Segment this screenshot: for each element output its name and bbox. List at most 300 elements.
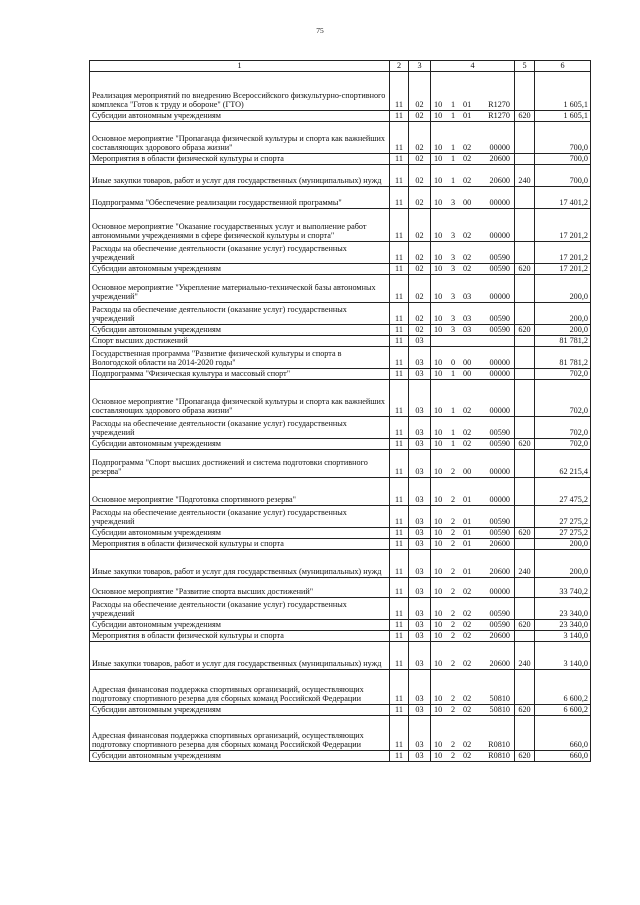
direction-code: 00000 xyxy=(489,143,510,153)
program-code: 10 xyxy=(434,325,443,335)
subsection-code-cell: 02 xyxy=(409,264,431,275)
activity-code: 02 xyxy=(463,609,472,619)
subprogram-code: 3 xyxy=(451,314,456,324)
table-row xyxy=(90,303,591,325)
section-code-cell: 11 xyxy=(390,369,409,380)
amount-cell: 27 475,2 xyxy=(535,478,591,506)
table-row xyxy=(90,506,591,528)
expense-type-cell xyxy=(515,242,535,264)
expense-type-cell: 620 xyxy=(515,705,535,716)
activity-code: 02 xyxy=(463,694,472,704)
section-code-cell: 11 xyxy=(390,242,409,264)
program-code: 10 xyxy=(434,198,443,208)
program-code: 10 xyxy=(434,495,443,505)
program-code: 10 xyxy=(434,154,443,164)
header-cell: 6 xyxy=(535,61,591,72)
expense-type-cell xyxy=(515,539,535,550)
table-row xyxy=(90,439,591,450)
direction-code: 20600 xyxy=(489,567,510,577)
row-name-cell: Мероприятия в области физической культуры и спорта xyxy=(90,631,390,642)
row-name-cell: Адресная финансовая поддержка спортивных организаций, осуществляющих подготовку спортивного резерва для сборных команд Российской Федерации xyxy=(90,670,390,705)
program-code: 10 xyxy=(434,358,443,368)
activity-code: 02 xyxy=(463,143,472,153)
subsection-code-cell: 02 xyxy=(409,303,431,325)
expense-type-cell: 620 xyxy=(515,264,535,275)
table-row xyxy=(90,264,591,275)
expense-type-cell xyxy=(515,578,535,598)
subsection-code-cell: 03 xyxy=(409,369,431,380)
target-article-cell xyxy=(431,242,515,264)
amount-cell: 700,0 xyxy=(535,122,591,154)
target-article-cell xyxy=(431,165,515,187)
table-row xyxy=(90,642,591,670)
amount-cell: 6 600,2 xyxy=(535,670,591,705)
activity-code: 02 xyxy=(463,751,472,761)
subprogram-code: 3 xyxy=(451,253,456,263)
activity-code: 01 xyxy=(463,111,472,121)
program-code: 10 xyxy=(434,231,443,241)
activity-code: 01 xyxy=(463,517,472,527)
activity-code: 02 xyxy=(463,705,472,715)
amount-cell: 702,0 xyxy=(535,380,591,417)
activity-code: 01 xyxy=(463,567,472,577)
table-row xyxy=(90,72,591,111)
subprogram-code: 1 xyxy=(451,176,456,186)
expense-type-cell xyxy=(515,154,535,165)
target-article-cell xyxy=(431,528,515,539)
header-cell: 1 xyxy=(90,61,390,72)
amount-cell: 702,0 xyxy=(535,369,591,380)
target-article-cell xyxy=(431,111,515,122)
activity-code: 02 xyxy=(463,740,472,750)
subsection-code-cell: 02 xyxy=(409,275,431,303)
target-article-cell xyxy=(431,380,515,417)
subsection-code-cell: 03 xyxy=(409,528,431,539)
target-article-cell xyxy=(431,450,515,478)
table-body xyxy=(90,72,591,762)
direction-code: 20600 xyxy=(489,659,510,669)
target-article-cell xyxy=(431,187,515,209)
program-code: 10 xyxy=(434,705,443,715)
subsection-code-cell: 03 xyxy=(409,417,431,439)
program-code: 10 xyxy=(434,292,443,302)
expense-type-cell: 240 xyxy=(515,550,535,578)
activity-code: 02 xyxy=(463,253,472,263)
section-code-cell: 11 xyxy=(390,598,409,620)
amount-cell: 33 740,2 xyxy=(535,578,591,598)
amount-cell: 27 275,2 xyxy=(535,528,591,539)
subprogram-code: 3 xyxy=(451,231,456,241)
activity-code: 00 xyxy=(463,467,472,477)
program-code: 10 xyxy=(434,467,443,477)
subsection-code-cell: 02 xyxy=(409,154,431,165)
row-name-cell: Расходы на обеспечение деятельности (оказание услуг) государственных учреждений xyxy=(90,506,390,528)
expense-type-cell: 620 xyxy=(515,620,535,631)
expense-type-cell xyxy=(515,631,535,642)
direction-code: 00590 xyxy=(489,325,510,335)
program-code: 10 xyxy=(434,428,443,438)
row-name-cell: Иные закупки товаров, работ и услуг для государственных (муниципальных) нужд xyxy=(90,550,390,578)
table-row xyxy=(90,325,591,336)
activity-code: 02 xyxy=(463,428,472,438)
target-article-cell xyxy=(431,620,515,631)
subsection-code-cell: 02 xyxy=(409,165,431,187)
expense-type-cell xyxy=(515,369,535,380)
program-code: 10 xyxy=(434,264,443,274)
amount-cell: 660,0 xyxy=(535,716,591,751)
expense-type-cell: 620 xyxy=(515,751,535,762)
subprogram-code: 2 xyxy=(451,587,456,597)
section-code-cell: 11 xyxy=(390,439,409,450)
section-code-cell: 11 xyxy=(390,417,409,439)
subprogram-code: 2 xyxy=(451,495,456,505)
activity-code: 02 xyxy=(463,631,472,641)
direction-code: 00590 xyxy=(489,314,510,324)
amount-cell: 1 605,1 xyxy=(535,72,591,111)
direction-code: 20600 xyxy=(489,176,510,186)
table-row xyxy=(90,417,591,439)
subsection-code-cell: 03 xyxy=(409,578,431,598)
expense-type-cell xyxy=(515,417,535,439)
subsection-code-cell: 02 xyxy=(409,111,431,122)
subsection-code-cell: 03 xyxy=(409,506,431,528)
section-code-cell: 11 xyxy=(390,347,409,369)
section-code-cell: 11 xyxy=(390,165,409,187)
subprogram-code: 2 xyxy=(451,467,456,477)
table-row xyxy=(90,347,591,369)
subprogram-code: 3 xyxy=(451,198,456,208)
activity-code: 01 xyxy=(463,100,472,110)
direction-code: R1270 xyxy=(488,111,510,121)
direction-code: 00590 xyxy=(489,517,510,527)
direction-code: 00590 xyxy=(489,528,510,538)
subprogram-code: 2 xyxy=(451,705,456,715)
direction-code: 20600 xyxy=(489,539,510,549)
section-code-cell: 11 xyxy=(390,751,409,762)
subprogram-code: 2 xyxy=(451,620,456,630)
section-code-cell: 11 xyxy=(390,187,409,209)
target-article-cell xyxy=(431,478,515,506)
program-code: 10 xyxy=(434,100,443,110)
program-code: 10 xyxy=(434,631,443,641)
target-article-cell xyxy=(431,264,515,275)
section-code-cell: 11 xyxy=(390,264,409,275)
expense-type-cell: 240 xyxy=(515,642,535,670)
row-name-cell: Субсидии автономным учреждениям xyxy=(90,751,390,762)
amount-cell: 200,0 xyxy=(535,275,591,303)
subprogram-code: 2 xyxy=(451,528,456,538)
subprogram-code: 2 xyxy=(451,567,456,577)
section-code-cell: 11 xyxy=(390,642,409,670)
program-code: 10 xyxy=(434,143,443,153)
program-code: 10 xyxy=(434,314,443,324)
row-name-cell: Расходы на обеспечение деятельности (оказание услуг) государственных учреждений xyxy=(90,242,390,264)
amount-cell: 17 201,2 xyxy=(535,242,591,264)
program-code: 10 xyxy=(434,659,443,669)
direction-code: R0810 xyxy=(488,751,510,761)
section-code-cell: 11 xyxy=(390,303,409,325)
subprogram-code: 1 xyxy=(451,428,456,438)
subsection-code-cell: 03 xyxy=(409,642,431,670)
section-code-cell: 11 xyxy=(390,122,409,154)
table-row xyxy=(90,275,591,303)
direction-code: 00590 xyxy=(489,264,510,274)
subprogram-code: 1 xyxy=(451,154,456,164)
activity-code: 02 xyxy=(463,659,472,669)
direction-code: 00000 xyxy=(489,231,510,241)
section-code-cell: 11 xyxy=(390,539,409,550)
expense-type-cell xyxy=(515,380,535,417)
section-code-cell: 11 xyxy=(390,620,409,631)
section-code-cell: 11 xyxy=(390,478,409,506)
section-code-cell: 11 xyxy=(390,154,409,165)
subsection-code-cell: 03 xyxy=(409,380,431,417)
table-row xyxy=(90,550,591,578)
row-name-cell: Иные закупки товаров, работ и услуг для государственных (муниципальных) нужд xyxy=(90,642,390,670)
program-code: 10 xyxy=(434,439,443,449)
program-code: 10 xyxy=(434,567,443,577)
expense-type-cell xyxy=(515,506,535,528)
target-article-cell xyxy=(431,439,515,450)
table-row xyxy=(90,242,591,264)
program-code: 10 xyxy=(434,369,443,379)
activity-code: 02 xyxy=(463,154,472,164)
expense-type-cell: 620 xyxy=(515,439,535,450)
section-code-cell: 11 xyxy=(390,670,409,705)
subsection-code-cell: 03 xyxy=(409,598,431,620)
page-number: 75 xyxy=(316,26,324,35)
section-code-cell: 11 xyxy=(390,209,409,242)
direction-code: 00590 xyxy=(489,439,510,449)
activity-code: 01 xyxy=(463,539,472,549)
expense-type-cell xyxy=(515,716,535,751)
direction-code: 00000 xyxy=(489,467,510,477)
subsection-code-cell: 02 xyxy=(409,242,431,264)
section-code-cell: 11 xyxy=(390,325,409,336)
row-name-cell: Подпрограмма "Обеспечение реализации государственной программы" xyxy=(90,187,390,209)
row-name-cell: Спорт высших достижений xyxy=(90,336,390,347)
table-row xyxy=(90,450,591,478)
target-article-cell xyxy=(431,275,515,303)
subprogram-code: 1 xyxy=(451,439,456,449)
program-code: 10 xyxy=(434,587,443,597)
direction-code: 00590 xyxy=(489,253,510,263)
program-code: 10 xyxy=(434,517,443,527)
subsection-code-cell: 03 xyxy=(409,751,431,762)
amount-cell: 17 201,2 xyxy=(535,209,591,242)
subsection-code-cell: 03 xyxy=(409,550,431,578)
row-name-cell: Расходы на обеспечение деятельности (оказание услуг) государственных учреждений xyxy=(90,303,390,325)
row-name-cell: Основное мероприятие "Пропаганда физической культуры и спорта как важнейших составляющих здорового образа жизни" xyxy=(90,380,390,417)
section-code-cell: 11 xyxy=(390,380,409,417)
expense-type-cell: 620 xyxy=(515,325,535,336)
section-code-cell: 11 xyxy=(390,578,409,598)
amount-cell: 1 605,1 xyxy=(535,111,591,122)
amount-cell: 3 140,0 xyxy=(535,642,591,670)
table-row xyxy=(90,165,591,187)
table-row xyxy=(90,528,591,539)
subsection-code-cell: 03 xyxy=(409,478,431,506)
direction-code: 50810 xyxy=(489,705,510,715)
table-row xyxy=(90,578,591,598)
table-row xyxy=(90,705,591,716)
expense-type-cell xyxy=(515,275,535,303)
program-code: 10 xyxy=(434,609,443,619)
row-name-cell: Реализация мероприятий по внедрению Всероссийского физкультурно-спортивного комплекса "Готов к труду и обороне" (ГТО) xyxy=(90,72,390,111)
subsection-code-cell: 02 xyxy=(409,122,431,154)
direction-code: 00590 xyxy=(489,428,510,438)
activity-code: 02 xyxy=(463,587,472,597)
activity-code: 03 xyxy=(463,325,472,335)
activity-code: 02 xyxy=(463,176,472,186)
activity-code: 01 xyxy=(463,528,472,538)
table-row xyxy=(90,670,591,705)
amount-cell: 27 275,2 xyxy=(535,506,591,528)
section-code-cell: 11 xyxy=(390,528,409,539)
subprogram-code: 3 xyxy=(451,264,456,274)
section-code-cell: 11 xyxy=(390,705,409,716)
target-article-cell xyxy=(431,642,515,670)
direction-code: R0810 xyxy=(488,740,510,750)
expense-type-cell: 620 xyxy=(515,528,535,539)
subsection-code-cell: 03 xyxy=(409,705,431,716)
subprogram-code: 1 xyxy=(451,111,456,121)
target-article-cell xyxy=(431,209,515,242)
subprogram-code: 3 xyxy=(451,292,456,302)
program-code: 10 xyxy=(434,406,443,416)
amount-cell: 702,0 xyxy=(535,417,591,439)
activity-code: 01 xyxy=(463,495,472,505)
table-row xyxy=(90,478,591,506)
subprogram-code: 2 xyxy=(451,740,456,750)
subprogram-code: 2 xyxy=(451,659,456,669)
table-row xyxy=(90,336,591,347)
subprogram-code: 1 xyxy=(451,143,456,153)
amount-cell: 200,0 xyxy=(535,325,591,336)
expense-type-cell xyxy=(515,72,535,111)
section-code-cell: 11 xyxy=(390,631,409,642)
row-name-cell: Субсидии автономным учреждениям xyxy=(90,111,390,122)
subprogram-code: 1 xyxy=(451,406,456,416)
expense-type-cell xyxy=(515,209,535,242)
subprogram-code: 3 xyxy=(451,325,456,335)
target-article-cell xyxy=(431,303,515,325)
direction-code: 00000 xyxy=(489,198,510,208)
target-article-cell xyxy=(431,705,515,716)
row-name-cell: Подпрограмма "Спорт высших достижений и система подготовки спортивного резерва" xyxy=(90,450,390,478)
row-name-cell: Расходы на обеспечение деятельности (оказание услуг) государственных учреждений xyxy=(90,598,390,620)
table-row xyxy=(90,154,591,165)
row-name-cell: Мероприятия в области физической культуры и спорта xyxy=(90,154,390,165)
direction-code: 00000 xyxy=(489,369,510,379)
target-article-cell xyxy=(431,539,515,550)
subsection-code-cell: 03 xyxy=(409,539,431,550)
subprogram-code: 2 xyxy=(451,631,456,641)
activity-code: 02 xyxy=(463,620,472,630)
expense-type-cell xyxy=(515,122,535,154)
direction-code: 00590 xyxy=(489,620,510,630)
table-row xyxy=(90,187,591,209)
row-name-cell: Государственная программа "Развитие физической культуры и спорта в Вологодской области на 2014-2020 годы" xyxy=(90,347,390,369)
direction-code: 00000 xyxy=(489,587,510,597)
row-name-cell: Основное мероприятие "Укрепление материально-технической базы автономных учреждений" xyxy=(90,275,390,303)
amount-cell: 17 401,2 xyxy=(535,187,591,209)
expense-type-cell xyxy=(515,598,535,620)
table-row xyxy=(90,369,591,380)
row-name-cell: Расходы на обеспечение деятельности (оказание услуг) государственных учреждений xyxy=(90,417,390,439)
subsection-code-cell: 02 xyxy=(409,325,431,336)
direction-code: 00000 xyxy=(489,406,510,416)
direction-code: 20600 xyxy=(489,631,510,641)
program-code: 10 xyxy=(434,176,443,186)
header-cell: 3 xyxy=(409,61,431,72)
target-article-cell xyxy=(431,336,515,347)
amount-cell: 200,0 xyxy=(535,303,591,325)
amount-cell: 17 201,2 xyxy=(535,264,591,275)
section-code-cell: 11 xyxy=(390,111,409,122)
subsection-code-cell: 03 xyxy=(409,439,431,450)
program-code: 10 xyxy=(434,740,443,750)
amount-cell: 3 140,0 xyxy=(535,631,591,642)
program-code: 10 xyxy=(434,751,443,761)
direction-code: 00000 xyxy=(489,495,510,505)
target-article-cell xyxy=(431,598,515,620)
section-code-cell: 11 xyxy=(390,506,409,528)
budget-table xyxy=(89,60,591,762)
target-article-cell xyxy=(431,154,515,165)
expense-type-cell: 240 xyxy=(515,165,535,187)
target-article-cell xyxy=(431,417,515,439)
target-article-cell xyxy=(431,325,515,336)
program-code: 10 xyxy=(434,253,443,263)
row-name-cell: Основное мероприятие "Оказание государственных услуг и выполнение работ автономными учреждениями в сфере физической культуры и спорта" xyxy=(90,209,390,242)
amount-cell: 23 340,0 xyxy=(535,620,591,631)
activity-code: 03 xyxy=(463,314,472,324)
subprogram-code: 2 xyxy=(451,751,456,761)
section-code-cell: 11 xyxy=(390,550,409,578)
row-name-cell: Мероприятия в области физической культуры и спорта xyxy=(90,539,390,550)
row-name-cell: Подпрограмма "Физическая культура и массовый спорт" xyxy=(90,369,390,380)
activity-code: 02 xyxy=(463,439,472,449)
subsection-code-cell: 03 xyxy=(409,620,431,631)
expense-type-cell xyxy=(515,187,535,209)
amount-cell: 700,0 xyxy=(535,154,591,165)
amount-cell: 702,0 xyxy=(535,439,591,450)
direction-code: 20600 xyxy=(489,154,510,164)
amount-cell: 660,0 xyxy=(535,751,591,762)
activity-code: 00 xyxy=(463,358,472,368)
amount-cell: 6 600,2 xyxy=(535,705,591,716)
row-name-cell: Субсидии автономным учреждениям xyxy=(90,620,390,631)
row-name-cell: Субсидии автономным учреждениям xyxy=(90,439,390,450)
amount-cell: 62 215,4 xyxy=(535,450,591,478)
header-cell: 4 xyxy=(431,61,515,72)
section-code-cell: 11 xyxy=(390,336,409,347)
subsection-code-cell: 03 xyxy=(409,670,431,705)
header-cell: 2 xyxy=(390,61,409,72)
amount-cell: 81 781,2 xyxy=(535,347,591,369)
amount-cell: 81 781,2 xyxy=(535,336,591,347)
subprogram-code: 2 xyxy=(451,609,456,619)
subsection-code-cell: 03 xyxy=(409,631,431,642)
target-article-cell xyxy=(431,122,515,154)
direction-code: 00000 xyxy=(489,292,510,302)
table-row xyxy=(90,380,591,417)
expense-type-cell xyxy=(515,347,535,369)
table-row xyxy=(90,539,591,550)
subsection-code-cell: 03 xyxy=(409,450,431,478)
header-cell: 5 xyxy=(515,61,535,72)
